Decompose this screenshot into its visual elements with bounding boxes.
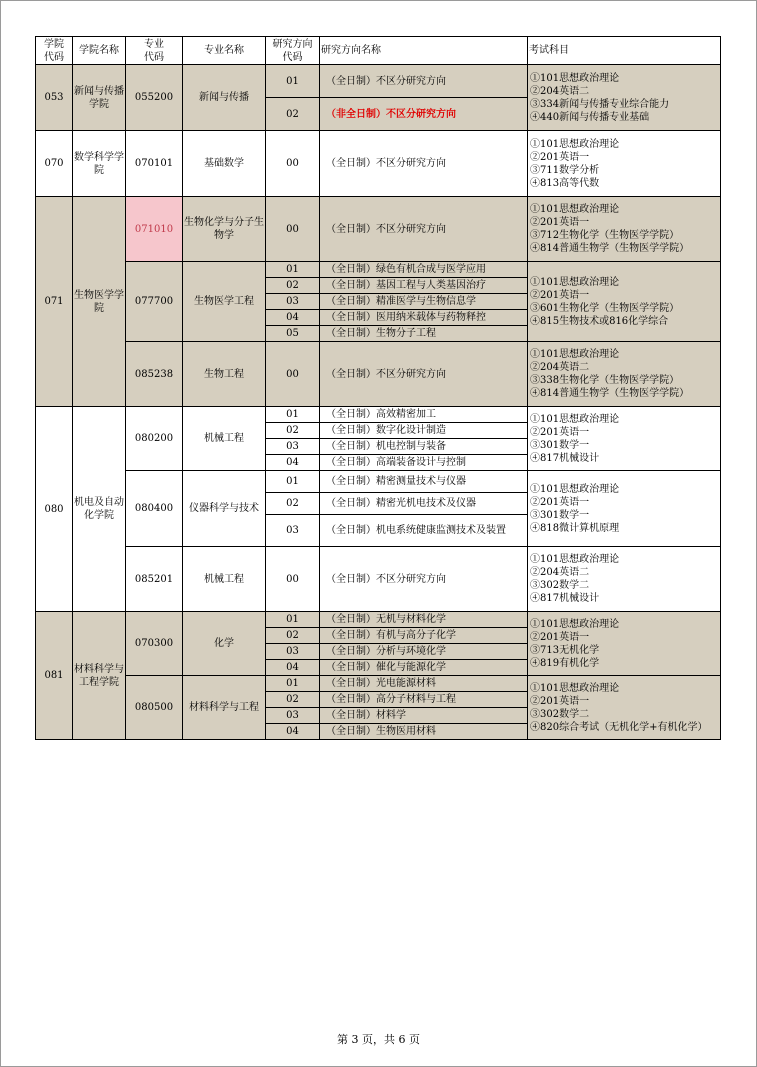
direction-name-cell: （全日制）不区分研究方向 bbox=[320, 131, 528, 197]
school-name-cell: 材料科学与工程学院 bbox=[73, 612, 126, 740]
subject-line: ③712生物化学（生物医学学院） bbox=[530, 230, 680, 241]
school-name-cell: 机电及自动化学院 bbox=[73, 407, 126, 612]
direction-code-cell: 01 bbox=[266, 612, 320, 628]
direction-name-cell: （全日制）医用纳米载体与药物释控 bbox=[320, 310, 528, 326]
direction-name-cell: （全日制）高效精密加工 bbox=[320, 407, 528, 423]
direction-code-cell: 03 bbox=[266, 644, 320, 660]
school-code-cell: 070 bbox=[36, 131, 73, 197]
subject-line: ③301数学一 bbox=[530, 509, 590, 521]
major-code-cell: 070101 bbox=[126, 131, 183, 197]
subject-line: ④818微计算机原理 bbox=[530, 522, 620, 534]
header-subjects: 考试科目 bbox=[528, 37, 721, 65]
subject-line: ③302数学二 bbox=[530, 580, 590, 591]
subject-line: ③301数学一 bbox=[530, 439, 590, 451]
direction-name-cell: （全日制）机电系统健康监测技术及装置 bbox=[320, 515, 528, 547]
direction-name-cell: （全日制）光电能源材料 bbox=[320, 676, 528, 692]
header-direction-code: 研究方向 代码 bbox=[266, 37, 320, 65]
direction-code-cell: 01 bbox=[266, 471, 320, 493]
direction-code-cell: 02 bbox=[266, 98, 320, 131]
direction-name-cell: （全日制）机电控制与装备 bbox=[320, 439, 528, 455]
table-row bbox=[36, 676, 721, 692]
school-name-cell: 数学科学学院 bbox=[73, 131, 126, 197]
subject-line: ①101思想政治理论 bbox=[530, 413, 620, 425]
subject-line: ④817机械设计 bbox=[530, 593, 600, 604]
subject-line: ①101思想政治理论 bbox=[530, 618, 620, 630]
page-number: 第 3 页，共 6 页 bbox=[337, 1033, 420, 1046]
direction-code-cell: 02 bbox=[266, 628, 320, 644]
header-direction-name: 研究方向名称 bbox=[320, 37, 528, 65]
direction-code-cell: 00 bbox=[266, 547, 320, 612]
direction-name-cell: （全日制）数字化设计制造 bbox=[320, 423, 528, 439]
subject-line: ②201英语一 bbox=[530, 496, 590, 508]
subject-line: ①101思想政治理论 bbox=[530, 682, 620, 694]
direction-code-cell: 03 bbox=[266, 439, 320, 455]
direction-code-cell: 00 bbox=[266, 197, 320, 262]
direction-name-cell: （全日制）不区分研究方向 bbox=[320, 342, 528, 407]
subject-line: ④815生物技术或816化学综合 bbox=[530, 315, 669, 327]
direction-name-cell: （全日制）绿色有机合成与医学应用 bbox=[320, 262, 528, 278]
major-name-cell: 生物化学与分子生物学 bbox=[183, 197, 266, 262]
direction-name-cell: （全日制）有机与高分子化学 bbox=[320, 628, 528, 644]
major-code-cell: 085238 bbox=[126, 342, 183, 407]
direction-code-cell: 05 bbox=[266, 326, 320, 342]
school-name-cell: 生物医学学院 bbox=[73, 197, 126, 407]
school-code-cell: 081 bbox=[36, 612, 73, 740]
major-code-cell: 070300 bbox=[126, 612, 183, 676]
direction-name-cell: （全日制）生物分子工程 bbox=[320, 326, 528, 342]
direction-code-cell: 02 bbox=[266, 692, 320, 708]
subject-line: ④814普通生物学（生物医学学院） bbox=[530, 243, 690, 254]
subject-line: ②204英语二 bbox=[530, 362, 590, 373]
table-row bbox=[36, 342, 721, 407]
major-code-cell: 077700 bbox=[126, 262, 183, 342]
direction-code-cell: 03 bbox=[266, 294, 320, 310]
direction-name-cell-highlight: （非全日制）不区分研究方向 bbox=[320, 98, 528, 131]
subject-line: ②204英语二 bbox=[530, 567, 590, 578]
table-row bbox=[36, 547, 721, 612]
subjects-cell bbox=[528, 547, 721, 612]
direction-name-cell: （全日制）精密光机电技术及仪器 bbox=[320, 493, 528, 515]
subject-line: ④819有机化学 bbox=[530, 657, 600, 669]
subject-line: ④820综合考试（无机化学+有机化学） bbox=[530, 721, 708, 733]
major-name-cell: 机械工程 bbox=[183, 547, 266, 612]
direction-name-cell: （全日制）不区分研究方向 bbox=[320, 197, 528, 262]
subject-line: ③334新闻与传播专业综合能力 bbox=[530, 98, 670, 110]
subject-line: ③713无机化学 bbox=[530, 644, 600, 656]
direction-code-cell: 02 bbox=[266, 278, 320, 294]
subject-line: ④817机械设计 bbox=[530, 452, 600, 464]
subject-line: ①101思想政治理论 bbox=[530, 349, 620, 360]
subjects-cell bbox=[528, 471, 721, 547]
subject-line: ③711数学分析 bbox=[530, 164, 600, 176]
subjects-cell bbox=[528, 676, 721, 740]
subjects-cell bbox=[528, 65, 721, 131]
direction-name-cell: （全日制）基因工程与人类基因治疗 bbox=[320, 278, 528, 294]
header-row bbox=[36, 37, 721, 65]
direction-code-cell: 01 bbox=[266, 676, 320, 692]
direction-name-cell: （全日制）分析与环境化学 bbox=[320, 644, 528, 660]
subject-line: ②201英语一 bbox=[530, 217, 590, 228]
direction-code-cell: 01 bbox=[266, 65, 320, 98]
header-major-code: 专业 代码 bbox=[126, 37, 183, 65]
major-code-cell: 080400 bbox=[126, 471, 183, 547]
admissions-table bbox=[35, 36, 721, 740]
subject-line: ①101思想政治理论 bbox=[530, 276, 620, 288]
subject-line: ②201英语一 bbox=[530, 631, 590, 643]
table-row bbox=[36, 612, 721, 628]
major-name-cell: 化学 bbox=[183, 612, 266, 676]
direction-name-cell: （全日制）材料学 bbox=[320, 708, 528, 724]
direction-code-cell: 03 bbox=[266, 515, 320, 547]
direction-code-cell: 03 bbox=[266, 708, 320, 724]
direction-name-cell: （全日制）不区分研究方向 bbox=[320, 65, 528, 98]
direction-code-cell: 04 bbox=[266, 724, 320, 740]
school-code-cell: 080 bbox=[36, 407, 73, 612]
school-name-cell: 新闻与传播学院 bbox=[73, 65, 126, 131]
subject-line: ①101思想政治理论 bbox=[530, 72, 620, 84]
school-code-cell: 071 bbox=[36, 197, 73, 407]
major-name-cell: 生物工程 bbox=[183, 342, 266, 407]
direction-code-cell: 00 bbox=[266, 131, 320, 197]
subjects-cell bbox=[528, 407, 721, 471]
major-name-cell: 仪器科学与技术 bbox=[183, 471, 266, 547]
major-name-cell: 生物医学工程 bbox=[183, 262, 266, 342]
direction-name-cell: （全日制）无机与材料化学 bbox=[320, 612, 528, 628]
subjects-cell bbox=[528, 612, 721, 676]
subject-line: ①101思想政治理论 bbox=[530, 204, 620, 215]
direction-code-cell: 01 bbox=[266, 407, 320, 423]
subject-line: ①101思想政治理论 bbox=[530, 483, 620, 495]
direction-name-cell: （全日制）精密测量技术与仪器 bbox=[320, 471, 528, 493]
table-row bbox=[36, 197, 721, 262]
major-name-cell: 新闻与传播 bbox=[183, 65, 266, 131]
direction-code-cell: 04 bbox=[266, 310, 320, 326]
direction-name-cell: （全日制）高分子材料与工程 bbox=[320, 692, 528, 708]
direction-name-cell: （全日制）高端装备设计与控制 bbox=[320, 455, 528, 471]
direction-name-cell: （全日制）生物医用材料 bbox=[320, 724, 528, 740]
major-name-cell: 材料科学与工程 bbox=[183, 676, 266, 740]
direction-name-cell: （全日制）催化与能源化学 bbox=[320, 660, 528, 676]
major-name-cell: 机械工程 bbox=[183, 407, 266, 471]
table-row bbox=[36, 65, 721, 98]
header-school-name: 学院名称 bbox=[73, 37, 126, 65]
subject-line: ①101思想政治理论 bbox=[530, 138, 620, 150]
subject-line: ②204英语二 bbox=[530, 85, 590, 97]
header-school-code: 学院 代码 bbox=[36, 37, 73, 65]
subject-line: ③338生物化学（生物医学学院） bbox=[530, 375, 680, 386]
direction-code-cell: 02 bbox=[266, 423, 320, 439]
subjects-cell bbox=[528, 131, 721, 197]
subjects-cell bbox=[528, 342, 721, 407]
major-name-cell: 基础数学 bbox=[183, 131, 266, 197]
subject-line: ④813高等代数 bbox=[530, 177, 600, 189]
subject-line: ④814普通生物学（生物医学学院） bbox=[530, 388, 690, 399]
direction-code-cell: 00 bbox=[266, 342, 320, 407]
direction-code-cell: 04 bbox=[266, 455, 320, 471]
table-row bbox=[36, 262, 721, 278]
subject-line: ②201英语一 bbox=[530, 695, 590, 707]
subject-line: ①101思想政治理论 bbox=[530, 554, 620, 565]
direction-code-cell: 04 bbox=[266, 660, 320, 676]
table-row bbox=[36, 407, 721, 423]
subject-line: ②201英语一 bbox=[530, 289, 590, 301]
major-code-cell: 080500 bbox=[126, 676, 183, 740]
subject-line: ②201英语一 bbox=[530, 426, 590, 438]
subject-line: ②201英语一 bbox=[530, 151, 590, 163]
school-code-cell: 053 bbox=[36, 65, 73, 131]
header-major-name: 专业名称 bbox=[183, 37, 266, 65]
direction-code-cell: 01 bbox=[266, 262, 320, 278]
direction-name-cell: （全日制）不区分研究方向 bbox=[320, 547, 528, 612]
major-code-cell: 085201 bbox=[126, 547, 183, 612]
subjects-cell bbox=[528, 262, 721, 342]
major-code-cell-highlight: 071010 bbox=[126, 197, 183, 262]
subjects-cell bbox=[528, 197, 721, 262]
subject-line: ③601生物化学（生物医学学院） bbox=[530, 302, 680, 314]
direction-code-cell: 02 bbox=[266, 493, 320, 515]
table-row bbox=[36, 471, 721, 493]
major-code-cell: 055200 bbox=[126, 65, 183, 131]
major-code-cell: 080200 bbox=[126, 407, 183, 471]
direction-name-cell: （全日制）精准医学与生物信息学 bbox=[320, 294, 528, 310]
subject-line: ④440新闻与传播专业基础 bbox=[530, 111, 650, 123]
table-row bbox=[36, 131, 721, 197]
subject-line: ③302数学二 bbox=[530, 708, 590, 720]
